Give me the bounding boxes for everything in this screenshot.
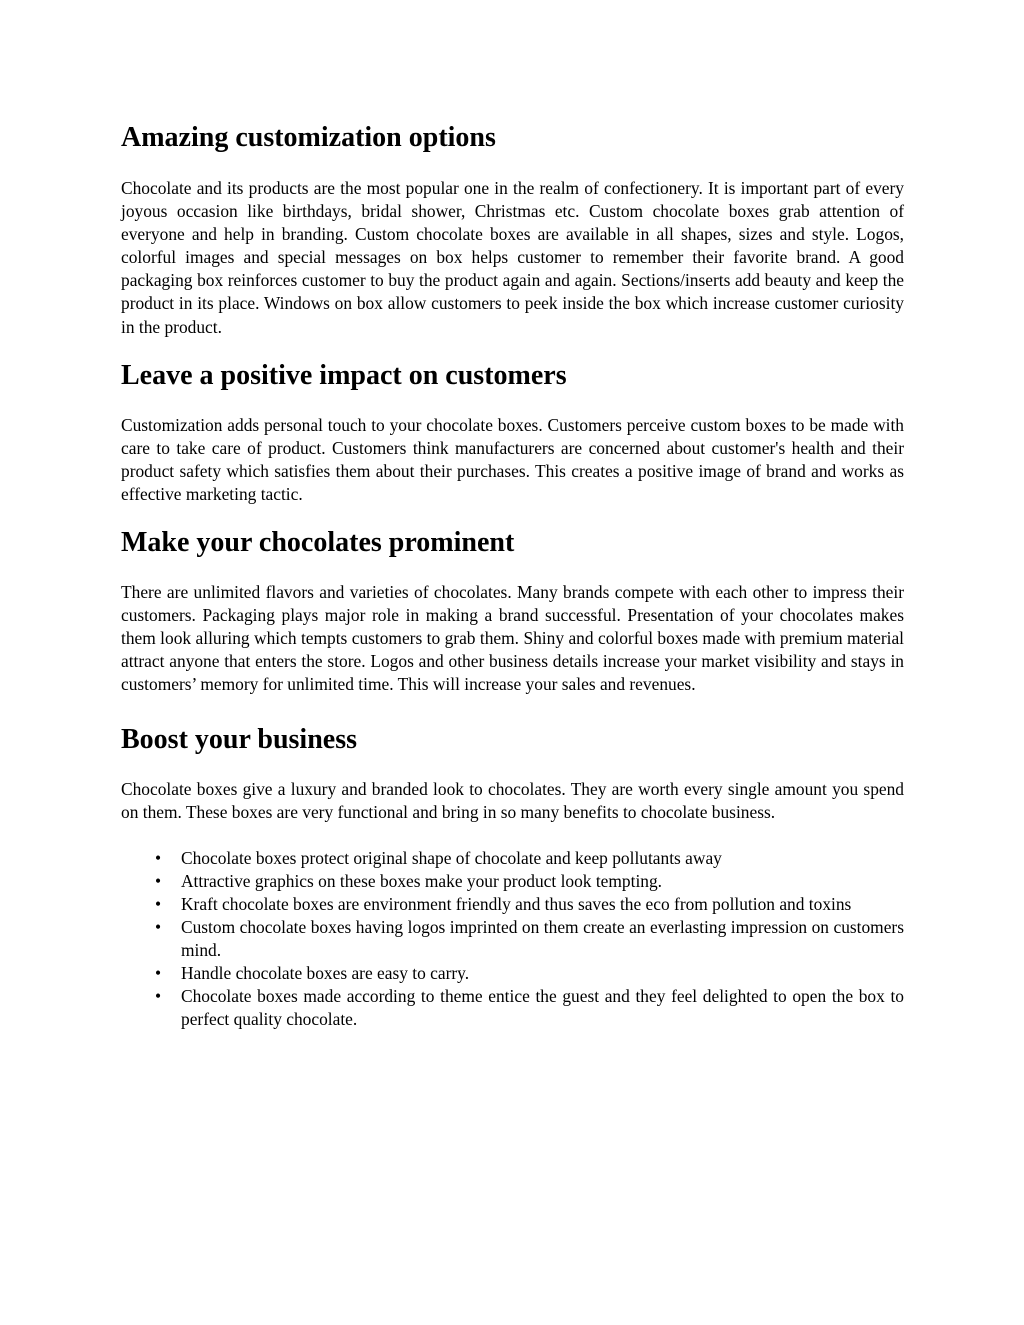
bullet-icon: • (154, 870, 162, 891)
section-heading: Amazing customization options (121, 122, 496, 153)
bullet-icon: • (154, 986, 162, 1007)
list-item (121, 985, 904, 1031)
list-item (121, 847, 904, 870)
list-item (121, 870, 904, 893)
list-item-text: Chocolate boxes protect original shape of chocolate and keep pollutants away (181, 847, 722, 868)
section-customization-options (121, 118, 904, 339)
section-heading: Leave a positive impact on customers (121, 359, 567, 391)
benefits-list (121, 847, 904, 1032)
section-boost-business (121, 720, 904, 1032)
list-item-text: Custom chocolate boxes having logos imprinted on them create an everlasting impression on customers mind. (181, 916, 904, 961)
section-paragraph: Customization adds personal touch to your chocolate boxes. Customers perceive custom boxes to be made with care to take care of product. Customers think manufacturers are concerned about customer's health and their product safety which satisfies them about their purchases. This creates a positive image of brand and works as effective marketing tactic. (121, 414, 904, 504)
list-item-text: Attractive graphics on these boxes make your product look tempting. (181, 870, 663, 891)
section-paragraph: There are unlimited flavors and varieties of chocolates. Many brands compete with each other to impress their customers. Packaging plays major role in making a brand successful. Presentation of your chocolates makes them look alluring which tempts customers to grab them. Shiny and colorful boxes made with premium material attract anyone that enters the store. Logos and other business details increase your market visibility and stays in customers’ memory for unlimited time. This will increase your sales and revenues. (121, 582, 904, 695)
document-page (121, 118, 904, 1031)
list-item (121, 916, 904, 962)
section-paragraph: Chocolate and its products are the most popular one in the realm of confectionery. It is important part of every joyous occasion like birthdays, bridal shower, Christmas etc. Custom chocolate boxes grab attention of everyone and help in branding. Custom chocolate boxes are available in all shapes, sizes and style. Logos, colorful images and special messages on box helps customer to remember their favorite brand. A good packaging box reinforces customer to buy the product again and again. Sections/inserts add beauty and keep the product in its place. Windows on box allow customers to peek inside the box which increase customer curiosity in the product. (121, 178, 904, 337)
list-item (121, 962, 904, 985)
bullet-icon: • (154, 916, 162, 937)
list-item-text: Kraft chocolate boxes are environment friendly and thus saves the eco from pollution and toxins (181, 893, 852, 914)
section-heading: Make your chocolates prominent (121, 527, 515, 559)
list-item (121, 893, 904, 916)
bullet-icon: • (154, 963, 162, 984)
section-positive-impact (121, 356, 904, 506)
section-chocolates-prominent (121, 523, 904, 696)
section-paragraph: Chocolate boxes give a luxury and branded look to chocolates. They are worth every single amount you spend on them. These boxes are very functional and bring in so many benefits to chocolate business. (121, 778, 904, 822)
bullet-icon: • (154, 893, 162, 914)
list-item-text: Chocolate boxes made according to theme entice the guest and they feel delighted to open the box to perfect quality chocolate. (181, 986, 904, 1030)
bullet-icon: • (154, 847, 162, 868)
section-heading: Boost your business (121, 723, 358, 755)
list-item-text: Handle chocolate boxes are easy to carry. (181, 963, 470, 984)
